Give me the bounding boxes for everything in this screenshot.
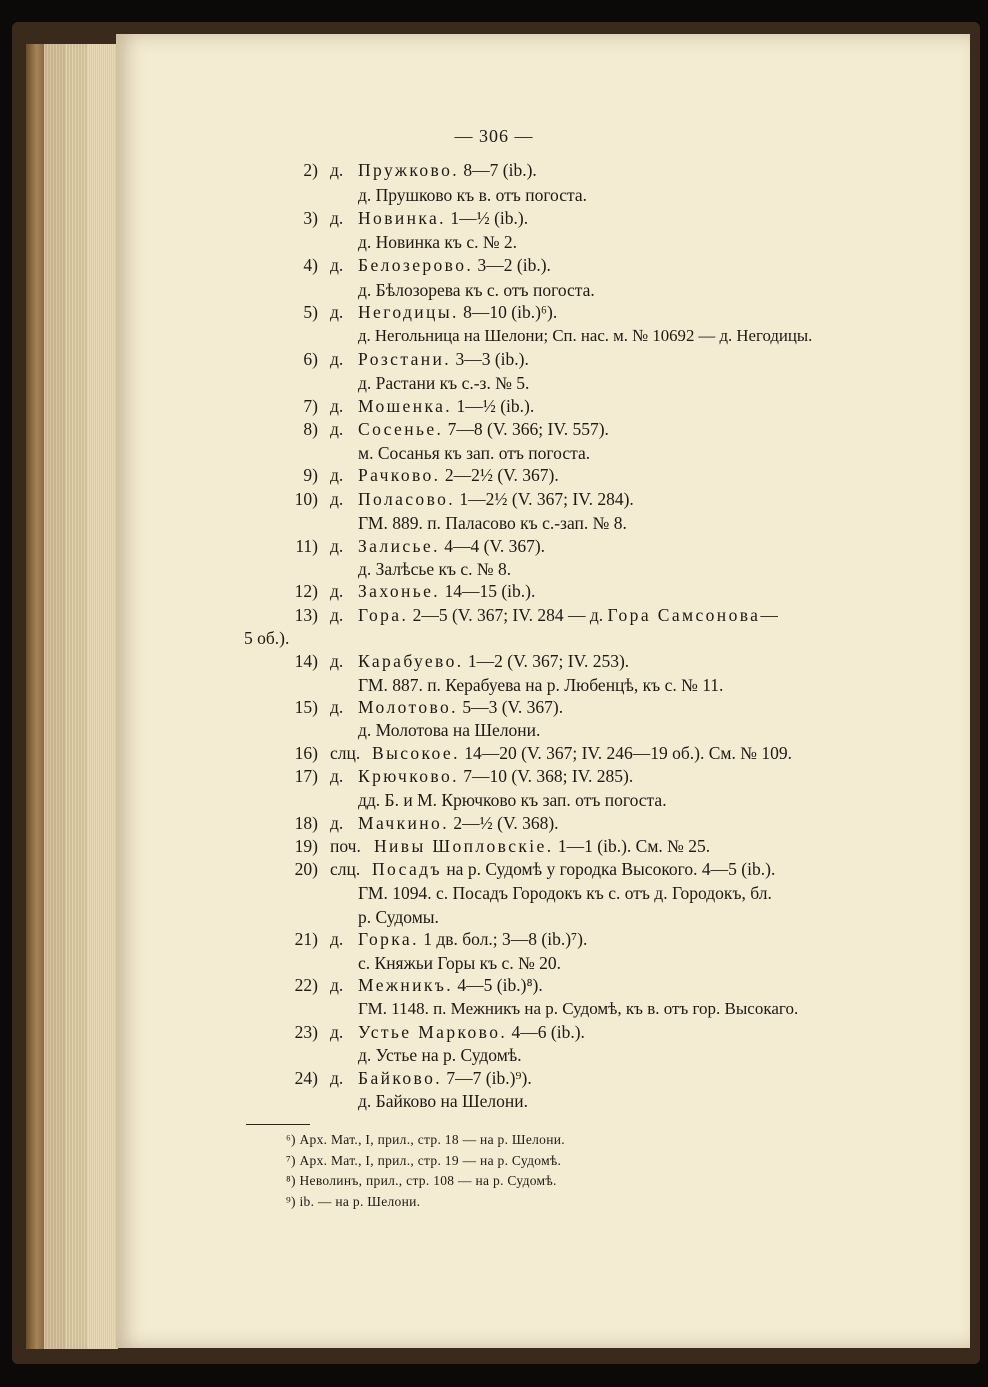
footnote-7: ⁷) Арх. Мат., I, прил., стр. 19 — на р. Судомѣ. [286, 1153, 562, 1168]
entry-23-sub: д. Устье на р. Судомѣ. [358, 1045, 522, 1065]
entry-4-sub: д. Бѣлозорева къ с. отъ погоста. [358, 280, 595, 300]
entry-20-sub2: р. Судомы. [358, 907, 439, 927]
entry-22-sub: ГМ. 1148. п. Межникъ на р. Судомѣ, къ в. отъ гор. Высокаго. [358, 999, 799, 1018]
entry-5-sub: д. Негольница на Шелони; Сп. нас. м. № 10692 — д. Негодицы. [358, 326, 813, 345]
entry-10-sub: ГМ. 889. п. Паласово къ с.-зап. № 8. [358, 513, 627, 533]
page-number: — 306 — [454, 126, 534, 146]
entry-6-sub: д. Растани къ с.-з. № 5. [358, 373, 530, 393]
footnote-9: ⁹) ib. — на р. Шелони. [286, 1194, 421, 1209]
entry-2-sub: д. Прушково къ в. отъ погоста. [358, 185, 588, 205]
footnote-divider [246, 1124, 310, 1125]
footnote-6: ⁶) Арх. Мат., I, прил., стр. 18 — на р. Шелони. [286, 1132, 565, 1147]
entry-20-sub: ГМ. 1094. с. Посадъ Городокъ къ с. отъ д. Городокъ, бл. [358, 883, 772, 903]
entry-11-sub: д. Залѣсье къ с. № 8. [358, 559, 512, 579]
entry-21-sub: с. Княжьи Горы къ с. № 20. [358, 953, 562, 973]
entry-15-sub: д. Молотова на Шелони. [358, 720, 541, 740]
entry-14-sub: ГМ. 887. п. Керабуева на р. Любенцѣ, къ с. № 11. [358, 675, 724, 695]
entry-13-cont: 5 об.). [244, 628, 290, 648]
page-text: — 306 — 2) д. Пружково. 8—7 (ib.). д. Прушково къ в. отъ погоста. 3) д. Новинка. 1—½ (ib.). д. Новинка къ с. № 2. 4) д. Белозерово. 3—2 (ib.). д. Бѣлозорева къ с. отъ погоста. 5) д. Негодицы. 8—10 (ib.)⁶). д. Негольница на Шелони; Сп. нас. м. № 10692 — д. Негодицы. 6) д. Розстани. 3—3 (ib.). д. Растани къ с.-з. № 5. 7) д. Мошенка. 1—½ (ib.). 8) д. Сосенье. 7—8 (V. 366; IV. 557). м. Сосанья къ зап. отъ погоста. 9) д. Рачково. 2—2½ (V. 367). 10) д. Поласово. 1—2½ (V. 367; IV. 284). ГМ. 889. п. Паласово къ с.-зап. № 8. 11) д. Залисье. 4—4 (V. 367). д. Залѣсье къ с. № 8. 12) д. Захонье. 14—15 (ib.). 13) д. Гора. 2—5 (V. 367; IV. 284 — д. Гора Самсонова— 5 об.). 14) д. Карабуево. 1—2 (V. 367; IV. 253). ГМ. 887. п. Керабуева на р. Любенцѣ, къ с. № 11. 15) д. Молотово. 5—3 (V. 367). д. Молотова на Шелони. 16) слц. Высокое. 14—20 (V. 367; IV. 246—19 об.). См. № 109. 17) д. Крючково. 7—10 (V. 368; IV. 285). дд. Б. и М. Крючково къ зап. отъ погоста. 18) д. Мачкино. 2—½ (V. 368). 19) поч. Нивы Шопловскіе. 1—1 (ib.). См. № 25. 20) слц. Посадъ на р. Судомѣ у городка Высокого. 4—5 (ib.). ГМ. 1094. с. Посадъ Городокъ къ с. отъ д. Городокъ, бл. р. Судомы. 21) д. Горка. 1 дв. бол.; 3—8 (ib.)⁷). с. Княжьи Горы къ с. № 20. 22) д. Межникъ. 4—5 (ib.)⁸). ГМ. 1148. п. Межникъ на р. Судомѣ, къ в. отъ гор. Высокаго. 23) д. Устье Марково. 4—6 (ib.). д. Устье на р. Судомѣ. 24) д. Байково. 7—7 (ib.)⁹). д. Байково на Шелони. ⁶) Арх. Мат., I, прил., стр. 18 — на р. Шелони. ⁷) Арх. Мат., I, прил., стр. 19 — на р. Судомѣ. ⁸) Неволинъ, прил., стр. 108 — на р. Судомѣ. ⁹) ib. — на р. Шелони. [0, 0, 988, 1387]
entry-3-sub: д. Новинка къ с. № 2. [358, 232, 518, 252]
entry-17-sub: дд. Б. и М. Крючково къ зап. отъ погоста. [358, 790, 667, 810]
footnote-8: ⁸) Неволинъ, прил., стр. 108 — на р. Судомѣ. [286, 1173, 557, 1188]
entry-8-sub: м. Сосанья къ зап. отъ погоста. [358, 443, 591, 463]
entry-24-sub: д. Байково на Шелони. [358, 1091, 528, 1111]
